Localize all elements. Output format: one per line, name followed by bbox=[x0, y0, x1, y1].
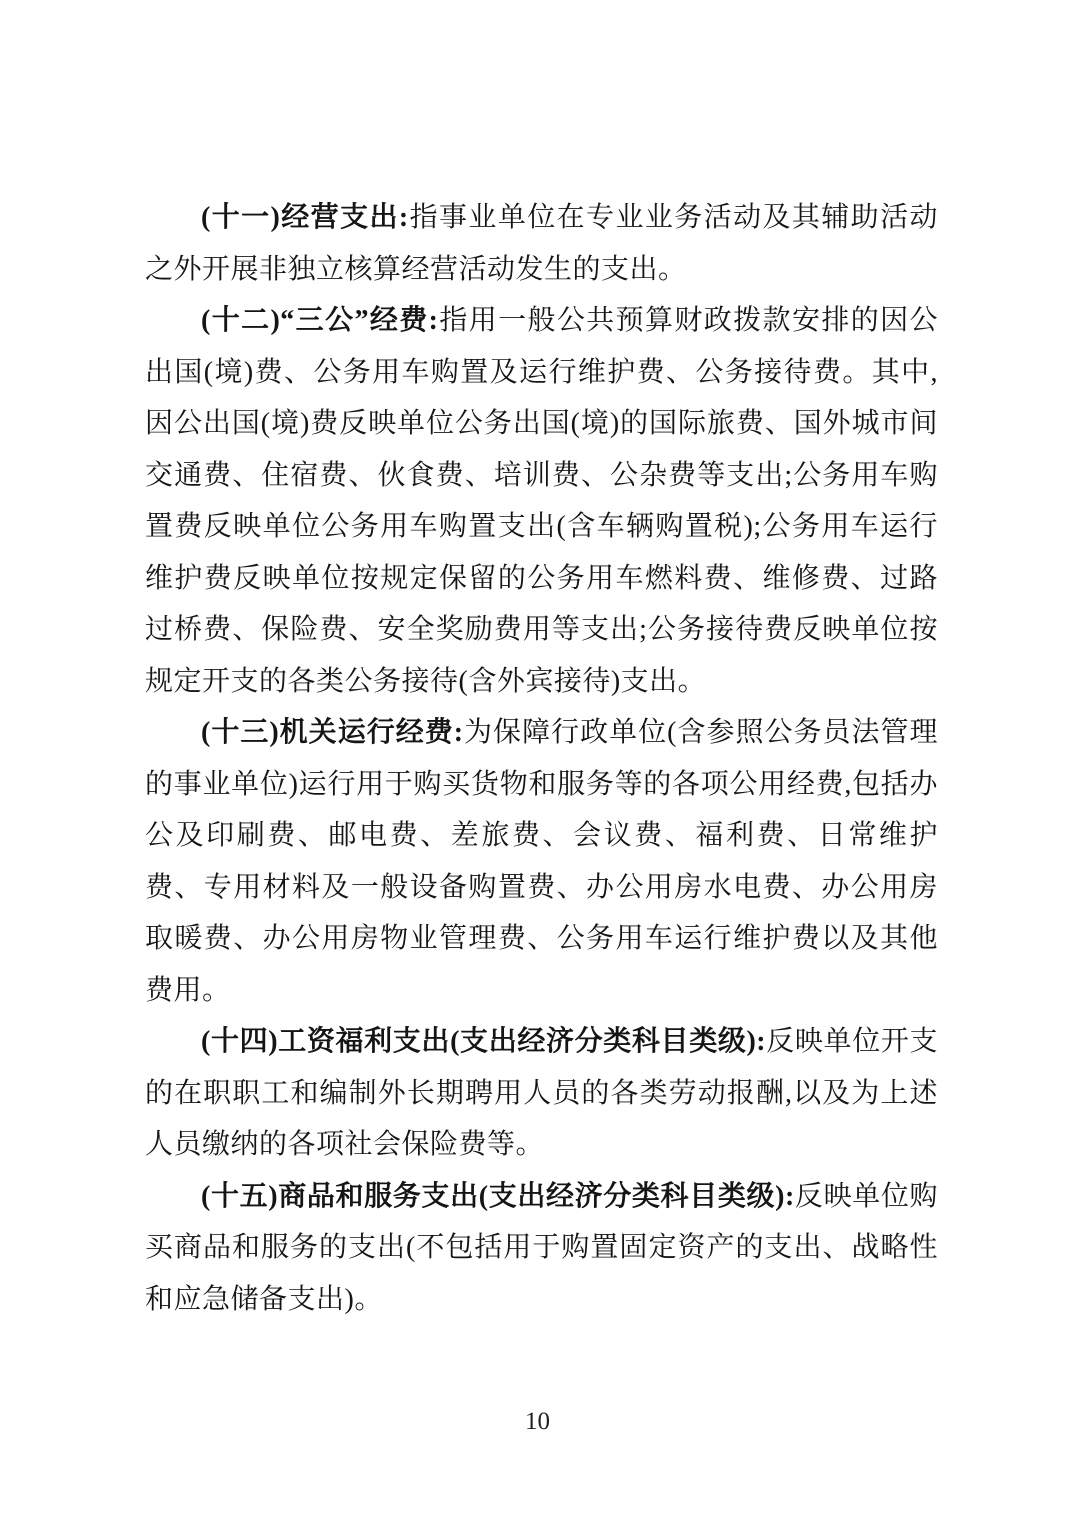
paragraph-item-15 bbox=[145, 1171, 938, 1326]
paragraph-13-heading: (十三)机关运行经费: bbox=[201, 717, 464, 748]
paragraph-15-heading: (十五)商品和服务支出(支出经济分类科目类级): bbox=[201, 1180, 795, 1212]
paragraph-12-heading: (十二)“三公”经费: bbox=[201, 305, 439, 336]
paragraph-13-text: 为保障行政单位(含参照公务员法管理的事业单位)运行用于购买货物和服务等的各项公用经费,包括办公及印刷费、邮电费、差旅费、会议费、福利费、日常维护费、专用材料及一般设备购置费、办公用房水电费、办公用房取暖费、办公用房物业管理费、公务用车运行维护费以及其他费用。 bbox=[145, 717, 938, 1006]
paragraph-item-12 bbox=[145, 295, 938, 707]
page-number: 10 bbox=[525, 1408, 550, 1435]
paragraph-11-heading: (十一)经营支出: bbox=[201, 202, 409, 233]
paragraph-item-11 bbox=[145, 192, 938, 295]
document-body bbox=[145, 192, 938, 1325]
paragraph-item-14 bbox=[145, 1016, 938, 1171]
paragraph-14-heading: (十四)工资福利支出(支出经济分类科目类级): bbox=[201, 1026, 767, 1057]
paragraph-15-text: 反映单位购买商品和服务的支出(不包括用于购置固定资产的支出、战略性和应急储备支出)。 bbox=[145, 1180, 938, 1315]
paragraph-item-13 bbox=[145, 707, 938, 1016]
paragraph-11-text: 指事业单位在专业业务活动及其辅助活动之外开展非独立核算经营活动发生的支出。 bbox=[145, 202, 938, 285]
paragraph-14-text: 反映单位开支的在职职工和编制外长期聘用人员的各类劳动报酬,以及为上述人员缴纳的各项社会保险费等。 bbox=[145, 1026, 938, 1160]
paragraph-12-text: 指用一般公共预算财政拨款安排的因公出国(境)费、公务用车购置及运行维护费、公务接待费。其中,因公出国(境)费反映单位公务出国(境)的国际旅费、国外城市间交通费、住宿费、伙食费、培训费、公杂费等支出;公务用车购置费反映单位公务用车购置支出(含车辆购置税);公务用车运行维护费反映单位按规定保留的公务用车燃料费、维修费、过路过桥费、保险费、安全奖励费用等支出;公务接待费反映单位按规定开支的各类公务接待(含外宾接待)支出。 bbox=[145, 305, 938, 697]
